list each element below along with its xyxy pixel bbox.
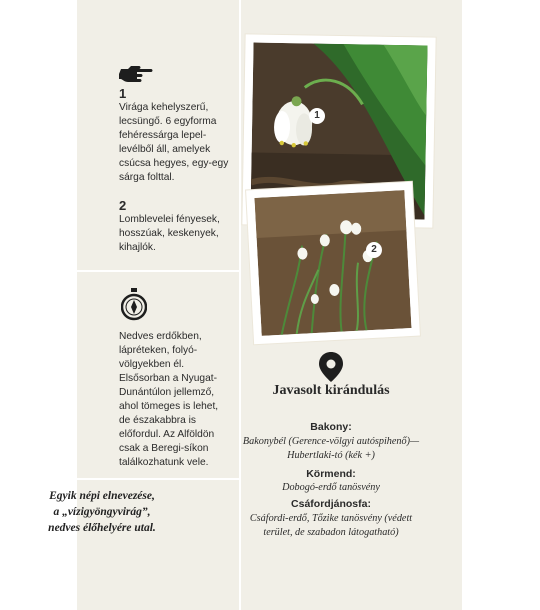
pointing-hand-icon xyxy=(119,62,155,89)
hike-section-kormend-text: Dobogó-erdő tanösvény xyxy=(282,482,380,493)
divider xyxy=(77,270,239,272)
item-1-number: 1 xyxy=(119,86,127,101)
habitat-text: Nedves erdőkben, lápréteken, folyó-völgyekben él. Elsősorban a Nyugat-Dunántúlon jellemző, ahol tömeges is lehet, de északabbra is előfordul. Az Alföldön csak a Beregi-síkon találkozhatunk vele. xyxy=(119,331,219,468)
snowflake-meadow-photo xyxy=(254,190,411,336)
folk-name-quote: Egyik népi elnevezése, a „vízigyöngyvirág”, nedves élőhelyére utal. xyxy=(48,490,156,534)
photo-2 xyxy=(246,182,420,344)
hike-heading: Javasolt kirándulás xyxy=(272,383,390,398)
compass-icon xyxy=(121,288,147,327)
hike-section-csafordjanosfa-name: Csáfordjánosfa: xyxy=(291,498,371,510)
hike-section-bakony-text: Bakonybél (Gerence-völgyi autóspihenő)—Hubertlaki-tó (kék +) xyxy=(242,436,420,461)
photo-2-badge: 2 xyxy=(366,242,382,258)
item-2-text: Lomblevelei fényesek, hosszúak, keskenyek, kihajlók. xyxy=(119,214,220,253)
hike-section-bakony-name: Bakony: xyxy=(310,421,352,433)
divider xyxy=(77,478,239,480)
item-1-text: Virága kehelyszerű, lecsüngő. 6 egyforma fehéressárga lepel-levélből áll, amelyek csúcsa hegyes, egy-egy sárga folttal. xyxy=(119,102,229,183)
photo-1-badge: 1 xyxy=(309,108,325,124)
hike-section-csafordjanosfa-text: Csáfordi-erdő, Tőzike tanösvény (védett terület, de szabadon látogatható) xyxy=(249,513,413,538)
location-pin-icon xyxy=(319,352,343,387)
hike-section-kormend-name: Körmend: xyxy=(306,468,356,480)
item-2-number: 2 xyxy=(119,198,127,213)
